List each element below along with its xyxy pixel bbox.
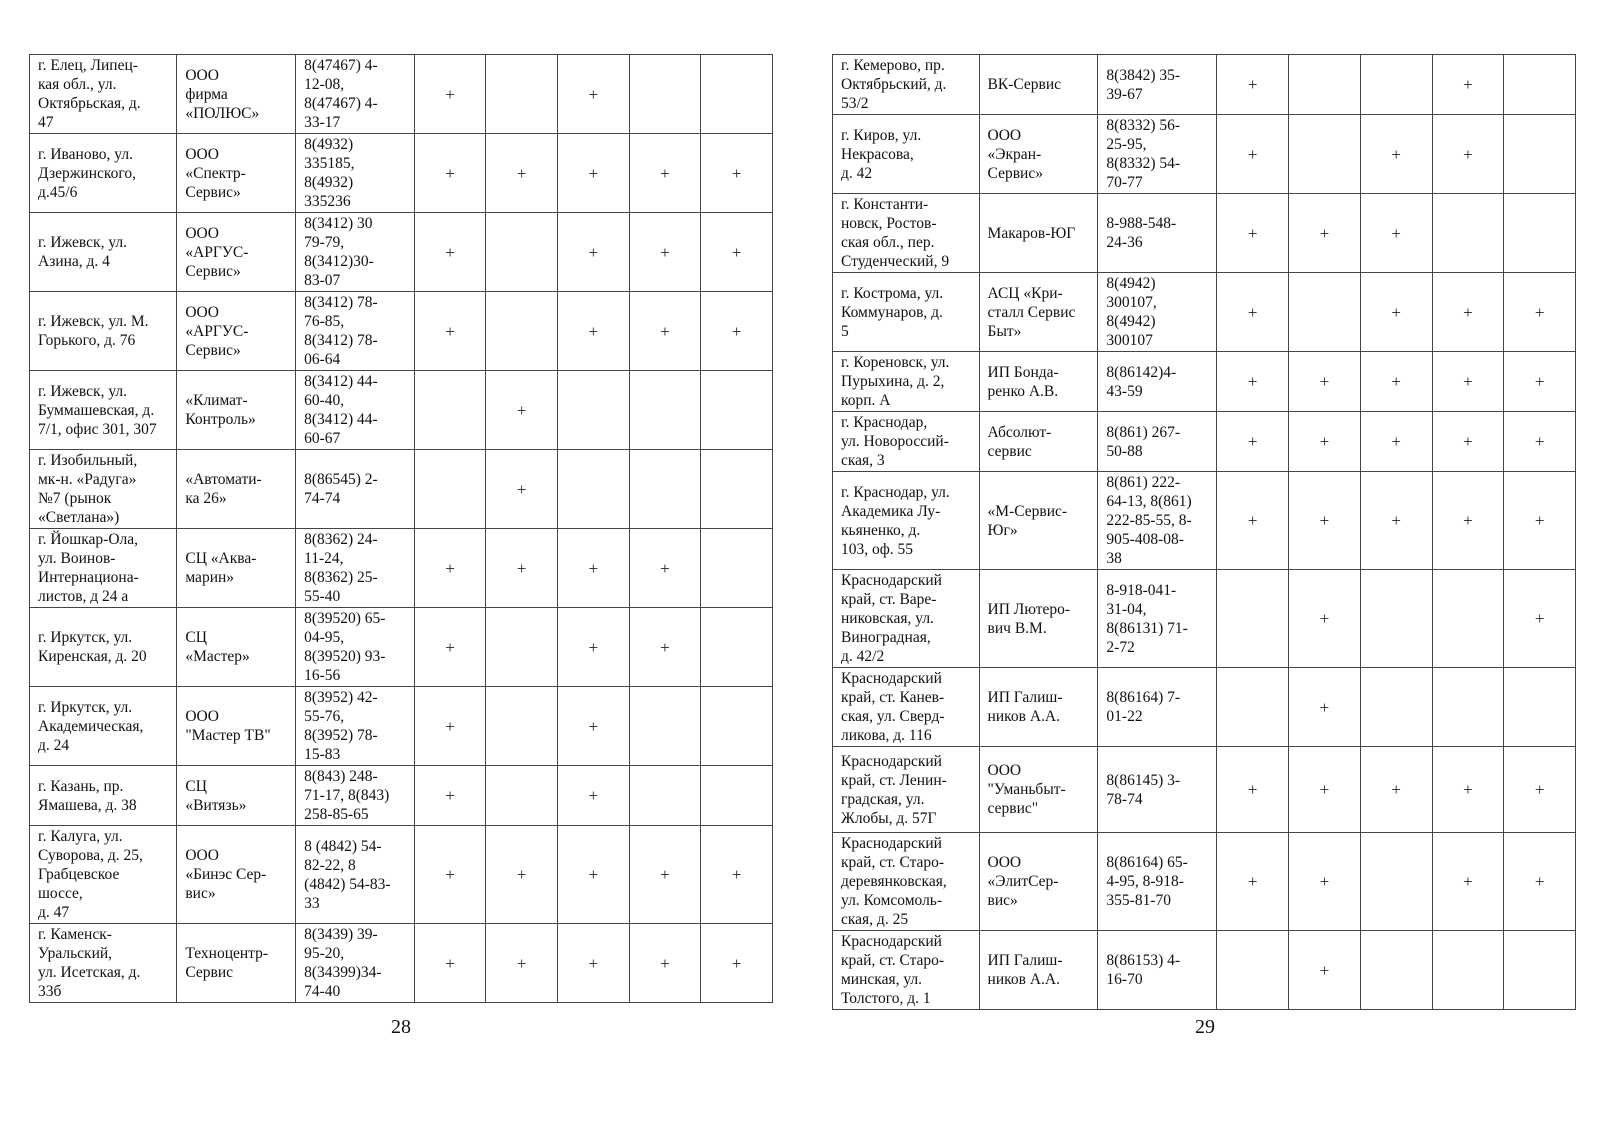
phone-cell: 8 (4842) 54- 82-22, 8 (4842) 54-83- 33 bbox=[296, 826, 415, 924]
service-mark-cell: + bbox=[486, 826, 558, 924]
phone-cell: 8(86142)4- 43-59 bbox=[1098, 352, 1217, 412]
organization-cell: СЦ «Аква- марин» bbox=[177, 529, 296, 608]
table-row bbox=[30, 687, 773, 766]
service-mark-cell bbox=[701, 450, 773, 529]
service-mark-cell bbox=[701, 55, 773, 134]
service-mark-cell: + bbox=[486, 924, 558, 1003]
table-row bbox=[833, 352, 1576, 412]
service-mark-cell bbox=[1289, 55, 1361, 115]
service-mark-cell: + bbox=[701, 292, 773, 371]
organization-cell: ООО «Спектр- Сервис» bbox=[177, 134, 296, 213]
address-cell: г. Иваново, ул. Дзержинского, д.45/6 bbox=[30, 134, 177, 213]
phone-cell: 8-988-548- 24-36 bbox=[1098, 194, 1217, 273]
organization-cell: Техноцентр- Сервис bbox=[177, 924, 296, 1003]
organization-cell: ООО "Уманьбыт- сервис" bbox=[979, 747, 1098, 833]
phone-cell: 8-918-041- 31-04, 8(86131) 71- 2-72 bbox=[1098, 570, 1217, 668]
address-cell: г. Каменск- Уральский, ул. Исетская, д. 33б bbox=[30, 924, 177, 1003]
service-center-table bbox=[29, 54, 773, 1003]
service-mark-cell bbox=[701, 608, 773, 687]
address-cell: г. Краснодар, ул. Академика Лу- кьяненко, д. 103, оф. 55 bbox=[833, 472, 980, 570]
service-mark-cell: + bbox=[1360, 412, 1432, 472]
address-cell: Краснодарский край, ст. Канев- ская, ул. Сверд- ликова, д. 116 bbox=[833, 668, 980, 747]
organization-cell: ООО «Экран- Сервис» bbox=[979, 115, 1098, 194]
phone-cell: 8(86145) 3- 78-74 bbox=[1098, 747, 1217, 833]
service-mark-cell bbox=[414, 450, 486, 529]
table-row bbox=[833, 472, 1576, 570]
service-mark-cell: + bbox=[1504, 472, 1576, 570]
service-mark-cell: + bbox=[558, 826, 630, 924]
service-mark-cell bbox=[1217, 931, 1289, 1010]
service-mark-cell: + bbox=[629, 924, 701, 1003]
service-mark-cell bbox=[629, 55, 701, 134]
organization-cell: Абсолют- сервис bbox=[979, 412, 1098, 472]
service-mark-cell: + bbox=[558, 687, 630, 766]
service-mark-cell: + bbox=[486, 450, 558, 529]
service-mark-cell: + bbox=[1432, 55, 1504, 115]
service-center-table bbox=[832, 54, 1576, 1010]
phone-cell: 8(8332) 56- 25-95, 8(8332) 54- 70-77 bbox=[1098, 115, 1217, 194]
service-mark-cell bbox=[486, 55, 558, 134]
table-row bbox=[30, 134, 773, 213]
phone-cell: 8(3439) 39- 95-20, 8(34399)34- 74-40 bbox=[296, 924, 415, 1003]
table-row bbox=[833, 668, 1576, 747]
service-mark-cell: + bbox=[558, 213, 630, 292]
service-mark-cell: + bbox=[1217, 352, 1289, 412]
service-mark-cell bbox=[486, 608, 558, 687]
service-mark-cell: + bbox=[1217, 747, 1289, 833]
table-row bbox=[833, 931, 1576, 1010]
service-mark-cell: + bbox=[1289, 352, 1361, 412]
service-mark-cell: + bbox=[1432, 472, 1504, 570]
service-mark-cell: + bbox=[558, 134, 630, 213]
service-mark-cell: + bbox=[1432, 115, 1504, 194]
page-28-table-area bbox=[29, 54, 773, 1003]
table-row bbox=[833, 115, 1576, 194]
table-row bbox=[30, 55, 773, 134]
table-row bbox=[833, 833, 1576, 931]
organization-cell: СЦ «Витязь» bbox=[177, 766, 296, 826]
organization-cell: «Автомати- ка 26» bbox=[177, 450, 296, 529]
service-mark-cell: + bbox=[1289, 570, 1361, 668]
service-mark-cell: + bbox=[1289, 747, 1361, 833]
service-mark-cell: + bbox=[558, 529, 630, 608]
table-body bbox=[30, 55, 773, 1003]
service-mark-cell bbox=[701, 371, 773, 450]
table-row bbox=[833, 55, 1576, 115]
organization-cell: «Климат- Контроль» bbox=[177, 371, 296, 450]
address-cell: Краснодарский край, ст. Старо- минская, ул. Толстого, д. 1 bbox=[833, 931, 980, 1010]
service-mark-cell: + bbox=[1289, 472, 1361, 570]
service-mark-cell: + bbox=[1289, 412, 1361, 472]
service-mark-cell bbox=[558, 450, 630, 529]
service-mark-cell bbox=[558, 371, 630, 450]
service-mark-cell bbox=[1360, 931, 1432, 1010]
table-row bbox=[30, 529, 773, 608]
service-mark-cell: + bbox=[1432, 273, 1504, 352]
service-mark-cell: + bbox=[1432, 412, 1504, 472]
service-mark-cell bbox=[1360, 55, 1432, 115]
organization-cell: ИП Бонда- ренко А.В. bbox=[979, 352, 1098, 412]
phone-cell: 8(3412) 78- 76-85, 8(3412) 78- 06-64 bbox=[296, 292, 415, 371]
table-row bbox=[30, 826, 773, 924]
service-mark-cell: + bbox=[1360, 273, 1432, 352]
service-mark-cell bbox=[701, 766, 773, 826]
address-cell: г. Иркутск, ул. Академическая, д. 24 bbox=[30, 687, 177, 766]
organization-cell: АСЦ «Кри- сталл Сервис Быт» bbox=[979, 273, 1098, 352]
service-mark-cell: + bbox=[1217, 273, 1289, 352]
organization-cell: ООО фирма «ПОЛЮС» bbox=[177, 55, 296, 134]
service-mark-cell: + bbox=[414, 766, 486, 826]
table-row bbox=[833, 273, 1576, 352]
service-mark-cell bbox=[1360, 570, 1432, 668]
service-mark-cell: + bbox=[1360, 747, 1432, 833]
service-mark-cell: + bbox=[1360, 352, 1432, 412]
phone-cell: 8(8362) 24- 11-24, 8(8362) 25- 55-40 bbox=[296, 529, 415, 608]
phone-cell: 8(4942) 300107, 8(4942) 300107 bbox=[1098, 273, 1217, 352]
table-row bbox=[30, 450, 773, 529]
service-mark-cell: + bbox=[1289, 931, 1361, 1010]
service-mark-cell: + bbox=[558, 766, 630, 826]
address-cell: Краснодарский край, ст. Старо- деревянковская, ул. Комсомоль- ская, д. 25 bbox=[833, 833, 980, 931]
service-mark-cell bbox=[1360, 668, 1432, 747]
phone-cell: 8(4932) 335185, 8(4932) 335236 bbox=[296, 134, 415, 213]
organization-cell: ООО «Бинэс Сер- вис» bbox=[177, 826, 296, 924]
service-mark-cell: + bbox=[558, 292, 630, 371]
service-mark-cell: + bbox=[414, 924, 486, 1003]
service-mark-cell: + bbox=[701, 213, 773, 292]
service-mark-cell bbox=[629, 687, 701, 766]
address-cell: г. Кореновск, ул. Пурыхина, д. 2, корп. А bbox=[833, 352, 980, 412]
address-cell: г. Ижевск, ул. М. Горького, д. 76 bbox=[30, 292, 177, 371]
phone-cell: 8(861) 222- 64-13, 8(861) 222-85-55, 8- 905-408-08- 38 bbox=[1098, 472, 1217, 570]
service-mark-cell: + bbox=[629, 134, 701, 213]
service-mark-cell: + bbox=[1217, 115, 1289, 194]
service-mark-cell bbox=[486, 292, 558, 371]
service-mark-cell: + bbox=[414, 292, 486, 371]
phone-cell: 8(47467) 4- 12-08, 8(47467) 4- 33-17 bbox=[296, 55, 415, 134]
organization-cell: ИП Галиш- ников А.А. bbox=[979, 668, 1098, 747]
address-cell: г. Йошкар-Ола, ул. Воинов- Интернациона- листов, д 24 а bbox=[30, 529, 177, 608]
service-mark-cell: + bbox=[1504, 833, 1576, 931]
table-row bbox=[30, 924, 773, 1003]
address-cell: г. Елец, Липец- кая обл., ул. Октябрьская, д. 47 bbox=[30, 55, 177, 134]
service-mark-cell: + bbox=[558, 55, 630, 134]
service-mark-cell: + bbox=[414, 134, 486, 213]
address-cell: г. Иркутск, ул. Киренская, д. 20 bbox=[30, 608, 177, 687]
service-mark-cell: + bbox=[486, 134, 558, 213]
address-cell: г. Казань, пр. Ямашева, д. 38 bbox=[30, 766, 177, 826]
phone-cell: 8(861) 267- 50-88 bbox=[1098, 412, 1217, 472]
table-row bbox=[833, 570, 1576, 668]
address-cell: г. Изобильный, мк-н. «Радуга» №7 (рынок «Светлана») bbox=[30, 450, 177, 529]
address-cell: Краснодарский край, ст. Варе- никовская, ул. Виноградная, д. 42/2 bbox=[833, 570, 980, 668]
service-mark-cell: + bbox=[701, 134, 773, 213]
service-mark-cell bbox=[1217, 668, 1289, 747]
service-mark-cell bbox=[1360, 833, 1432, 931]
address-cell: г. Кемерово, пр. Октябрьский, д. 53/2 bbox=[833, 55, 980, 115]
service-mark-cell: + bbox=[1432, 352, 1504, 412]
table-row bbox=[30, 213, 773, 292]
service-mark-cell bbox=[1432, 570, 1504, 668]
service-mark-cell: + bbox=[701, 924, 773, 1003]
service-mark-cell: + bbox=[414, 687, 486, 766]
service-mark-cell bbox=[1504, 668, 1576, 747]
service-mark-cell: + bbox=[1289, 194, 1361, 273]
service-mark-cell: + bbox=[1217, 472, 1289, 570]
service-mark-cell: + bbox=[414, 826, 486, 924]
service-mark-cell: + bbox=[629, 608, 701, 687]
service-mark-cell: + bbox=[629, 826, 701, 924]
service-mark-cell: + bbox=[558, 608, 630, 687]
phone-cell: 8(3412) 30 79-79, 8(3412)30- 83-07 bbox=[296, 213, 415, 292]
service-mark-cell: + bbox=[1217, 412, 1289, 472]
service-mark-cell: + bbox=[1360, 194, 1432, 273]
service-mark-cell: + bbox=[1360, 115, 1432, 194]
service-mark-cell bbox=[1432, 194, 1504, 273]
service-mark-cell: + bbox=[1504, 273, 1576, 352]
service-mark-cell: + bbox=[414, 213, 486, 292]
service-mark-cell: + bbox=[629, 213, 701, 292]
service-mark-cell: + bbox=[1432, 833, 1504, 931]
service-mark-cell bbox=[486, 687, 558, 766]
page-number: 29 bbox=[1195, 1016, 1215, 1038]
phone-cell: 8(86164) 65- 4-95, 8-918- 355-81-70 bbox=[1098, 833, 1217, 931]
organization-cell: ИП Галиш- ников А.А. bbox=[979, 931, 1098, 1010]
address-cell: г. Константи- новск, Ростов- ская обл., пер. Студенческий, 9 bbox=[833, 194, 980, 273]
service-mark-cell bbox=[1289, 115, 1361, 194]
service-mark-cell bbox=[1289, 273, 1361, 352]
service-mark-cell: + bbox=[629, 292, 701, 371]
organization-cell: ООО «АРГУС- Сервис» bbox=[177, 292, 296, 371]
page-29-table-area bbox=[832, 54, 1576, 1010]
table-row bbox=[833, 412, 1576, 472]
service-mark-cell: + bbox=[1217, 833, 1289, 931]
address-cell: г. Ижевск, ул. Азина, д. 4 bbox=[30, 213, 177, 292]
service-mark-cell: + bbox=[1504, 352, 1576, 412]
service-mark-cell bbox=[629, 766, 701, 826]
service-mark-cell: + bbox=[1360, 472, 1432, 570]
table-row bbox=[30, 292, 773, 371]
phone-cell: 8(39520) 65- 04-95, 8(39520) 93- 16-56 bbox=[296, 608, 415, 687]
service-mark-cell: + bbox=[486, 371, 558, 450]
service-mark-cell bbox=[1217, 570, 1289, 668]
address-cell: г. Ижевск, ул. Буммашевская, д. 7/1, офис 301, 307 bbox=[30, 371, 177, 450]
service-mark-cell: + bbox=[1217, 194, 1289, 273]
table-row bbox=[833, 194, 1576, 273]
phone-cell: 8(843) 248- 71-17, 8(843) 258-85-65 bbox=[296, 766, 415, 826]
service-mark-cell: + bbox=[1504, 747, 1576, 833]
service-mark-cell bbox=[486, 213, 558, 292]
service-mark-cell bbox=[1504, 55, 1576, 115]
table-row bbox=[30, 608, 773, 687]
organization-cell: Макаров-ЮГ bbox=[979, 194, 1098, 273]
service-mark-cell: + bbox=[414, 529, 486, 608]
organization-cell: СЦ «Мастер» bbox=[177, 608, 296, 687]
service-mark-cell: + bbox=[414, 55, 486, 134]
service-mark-cell bbox=[1432, 668, 1504, 747]
service-mark-cell: + bbox=[1504, 412, 1576, 472]
organization-cell: ИП Лютеро- вич В.М. bbox=[979, 570, 1098, 668]
organization-cell: ВК-Сервис bbox=[979, 55, 1098, 115]
organization-cell: ООО «АРГУС- Сервис» bbox=[177, 213, 296, 292]
service-mark-cell: + bbox=[486, 529, 558, 608]
address-cell: г. Кострома, ул. Коммунаров, д. 5 bbox=[833, 273, 980, 352]
service-mark-cell bbox=[701, 529, 773, 608]
address-cell: г. Калуга, ул. Суворова, д. 25, Грабцевское шоссе, д. 47 bbox=[30, 826, 177, 924]
service-mark-cell: + bbox=[1289, 668, 1361, 747]
service-mark-cell: + bbox=[558, 924, 630, 1003]
service-mark-cell: + bbox=[1217, 55, 1289, 115]
service-mark-cell bbox=[701, 687, 773, 766]
service-mark-cell bbox=[1504, 194, 1576, 273]
table-row bbox=[30, 371, 773, 450]
service-mark-cell: + bbox=[701, 826, 773, 924]
phone-cell: 8(86153) 4- 16-70 bbox=[1098, 931, 1217, 1010]
service-mark-cell bbox=[1432, 931, 1504, 1010]
phone-cell: 8(86164) 7- 01-22 bbox=[1098, 668, 1217, 747]
address-cell: г. Краснодар, ул. Новороссий- ская, 3 bbox=[833, 412, 980, 472]
table-row bbox=[833, 747, 1576, 833]
service-mark-cell: + bbox=[629, 529, 701, 608]
address-cell: Краснодарский край, ст. Ленин- градская, ул. Жлобы, д. 57Г bbox=[833, 747, 980, 833]
service-mark-cell: + bbox=[1289, 833, 1361, 931]
table-body bbox=[833, 55, 1576, 1010]
service-mark-cell: + bbox=[1504, 570, 1576, 668]
phone-cell: 8(86545) 2- 74-74 bbox=[296, 450, 415, 529]
organization-cell: ООО «ЭлитСер- вис» bbox=[979, 833, 1098, 931]
service-mark-cell bbox=[414, 371, 486, 450]
service-mark-cell: + bbox=[1432, 747, 1504, 833]
organization-cell: «М-Сервис- Юг» bbox=[979, 472, 1098, 570]
phone-cell: 8(3952) 42- 55-76, 8(3952) 78- 15-83 bbox=[296, 687, 415, 766]
service-mark-cell bbox=[629, 450, 701, 529]
address-cell: г. Киров, ул. Некрасова, д. 42 bbox=[833, 115, 980, 194]
service-mark-cell bbox=[1504, 115, 1576, 194]
page-number: 28 bbox=[391, 1016, 411, 1038]
service-mark-cell bbox=[486, 766, 558, 826]
service-mark-cell bbox=[629, 371, 701, 450]
phone-cell: 8(3412) 44- 60-40, 8(3412) 44- 60-67 bbox=[296, 371, 415, 450]
phone-cell: 8(3842) 35- 39-67 bbox=[1098, 55, 1217, 115]
table-row bbox=[30, 766, 773, 826]
organization-cell: ООО "Мастер ТВ" bbox=[177, 687, 296, 766]
service-mark-cell bbox=[1504, 931, 1576, 1010]
service-mark-cell: + bbox=[414, 608, 486, 687]
